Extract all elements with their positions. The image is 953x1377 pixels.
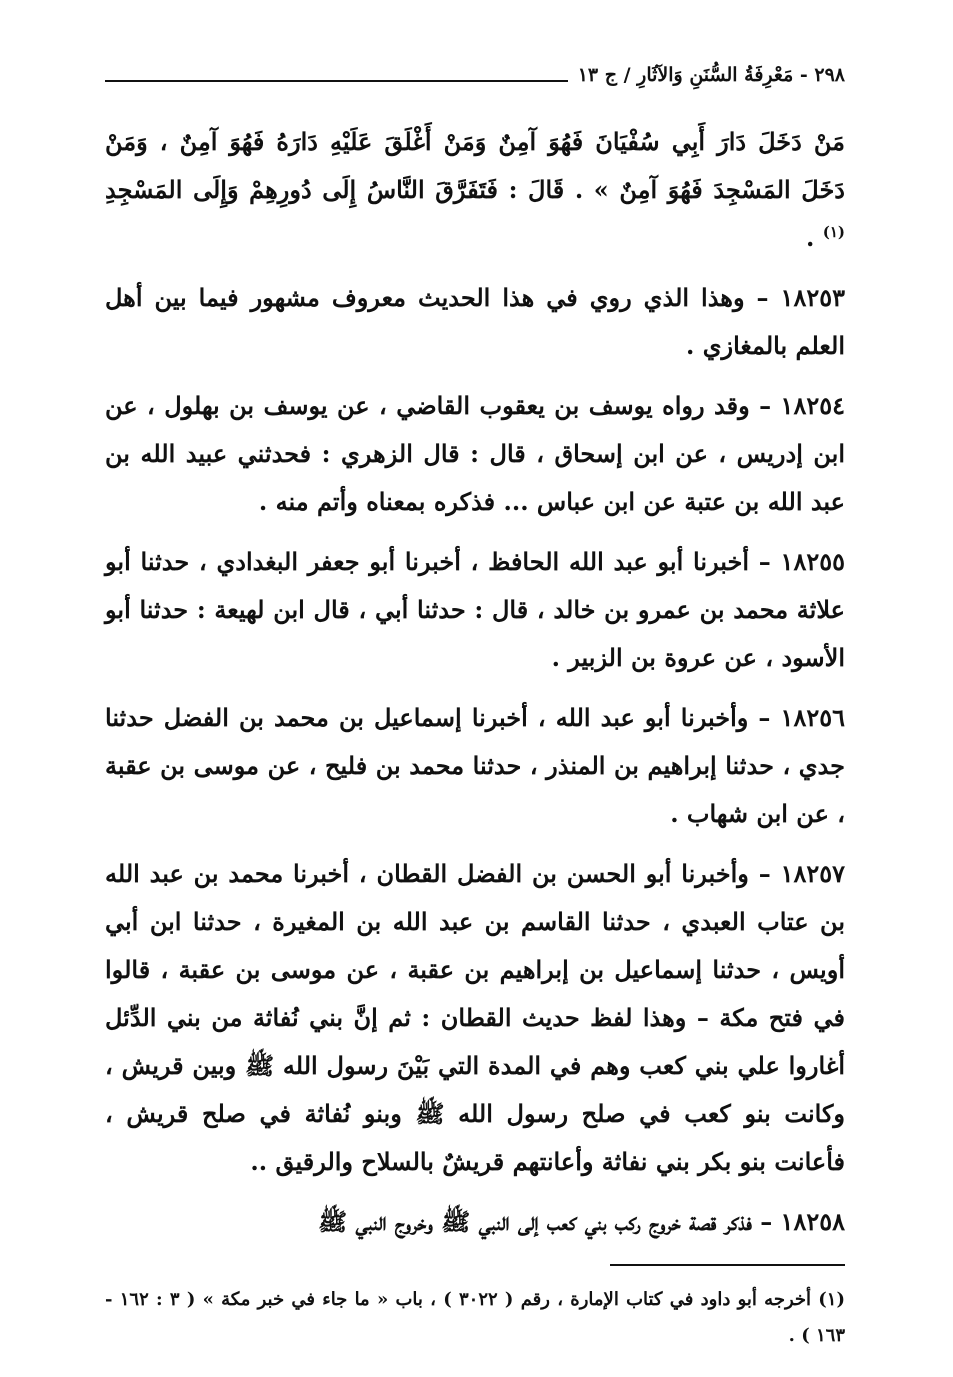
paragraph-continuation (105, 118, 845, 262)
hadith-number: ١٨٢٥٧ (780, 859, 846, 888)
paragraph-text: – وهذا الذي روي في هذا الحديث معروف مشهور فيما بين أهل العلم بالمغازي . (105, 283, 845, 360)
paragraph-18254 (105, 382, 845, 526)
paragraph-text: – وأخبرنا أبو عبد الله ، أخبرنا إسماعيل بن محمد بن الفضل حدثنا جدي ، حدثنا إبراهيم بن المنذر ، حدثنا محمد بن فليح ، عن موسى بن عقبة ، عن ابن شهاب . (105, 703, 845, 828)
book-page (105, 58, 845, 1348)
paragraph-tail: . (806, 223, 823, 252)
paragraph-18255 (105, 538, 845, 682)
paragraph-18253 (105, 274, 845, 370)
paragraph-text: – وأخبرنا أبو الحسن بن الفضل القطان ، أخبرنا محمد بن عبد الله بن عتاب العبدي ، حدثنا القاسم بن عبد الله بن المغيرة ، حدثنا ابن أبي أويس ، حدثنا إسماعيل بن إبراهيم بن عقبة ، عن موسى بن عقبة ، قالوا في فتح مكة – وهذا لفظ حديث القطان : ثم إنَّ بني نُفاثة من بني الدِّئل أغاروا علي بني كعب وهم في المدة التي بَيْنَ رسول الله ﷺ وبين قريش ، وكانت بنو كعب في صلح رسول الله ﷺ وبنو نُفاثة في صلح قريش ، فأعانت بنو بكر بني نفاثة وأعانتهم قريشٌ بالسلاح والرقيق .. (105, 859, 845, 1176)
running-head: ٢٩٨ - مَعْرِفَةُ السُّنَنِ وَالآثَارِ / ج ١٣ (568, 64, 845, 86)
footnote-ref: (١) (822, 223, 845, 241)
hadith-number: ١٨٢٥٤ (780, 391, 845, 420)
paragraph-18257 (105, 850, 845, 1186)
paragraph-text: – وقد رواه يوسف بن يعقوب القاضي ، عن يوسف بن بهلول ، عن ابن إدريس ، عن ابن إسحاق ، قال : قال الزهري : فحدثني عبيد الله بن عبد الله بن عتبة عن ابن عباس ... فذكره بمعناه وأتم منه . (105, 391, 845, 516)
page-body (105, 118, 845, 1354)
footnote: (١) أخرجه أبو داود في كتاب الإمارة ، رقم ( ٣٠٢٢ ) ، باب « ما جاء في خبر مكة » ( ٣ : ١٦٢ - ١٦٣ ) . (105, 1289, 845, 1346)
hadith-number: ١٨٢٥٦ (780, 703, 845, 732)
footnote-rule (610, 1264, 845, 1266)
hadith-number: ١٨٢٥٣ (780, 283, 845, 312)
hadith-number: ١٨٢٥٥ (780, 547, 845, 576)
paragraph-text: – فذكر قصة خروج ركب بني كعب إلى النبي ﷺ وخروج النبي ﷺ (318, 1207, 781, 1236)
page-header (105, 58, 845, 92)
hadith-number: ١٨٢٥٨ (780, 1207, 845, 1236)
paragraph-18258 (105, 1198, 845, 1246)
paragraph-18256 (105, 694, 845, 838)
paragraph-text: مَنْ دَخَلَ دَارَ أَبِي سُفْيَانَ فَهُوَ آمِنٌ وَمَنْ أَغْلَقَ عَلَيْهِ دَارَهُ فَهُوَ آمِنٌ ، وَمَنْ دَخَلَ المَسْجِدَ فَهُوَ آمِنٌ » . قَالَ : فَتَفَرَّقَ النَّاسُ إِلَى دُورِهِمْ وَإِلَى المَسْجِدِ (105, 127, 845, 204)
paragraph-text: – أخبرنا أبو عبد الله الحافظ ، أخبرنا أبو جعفر البغدادي ، حدثنا أبو علاثة محمد بن عمرو بن خالد ، قال : حدثنا أبي ، قال ابن لهيعة : حدثنا أبو الأسود ، عن عروة بن الزبير . (105, 547, 845, 672)
